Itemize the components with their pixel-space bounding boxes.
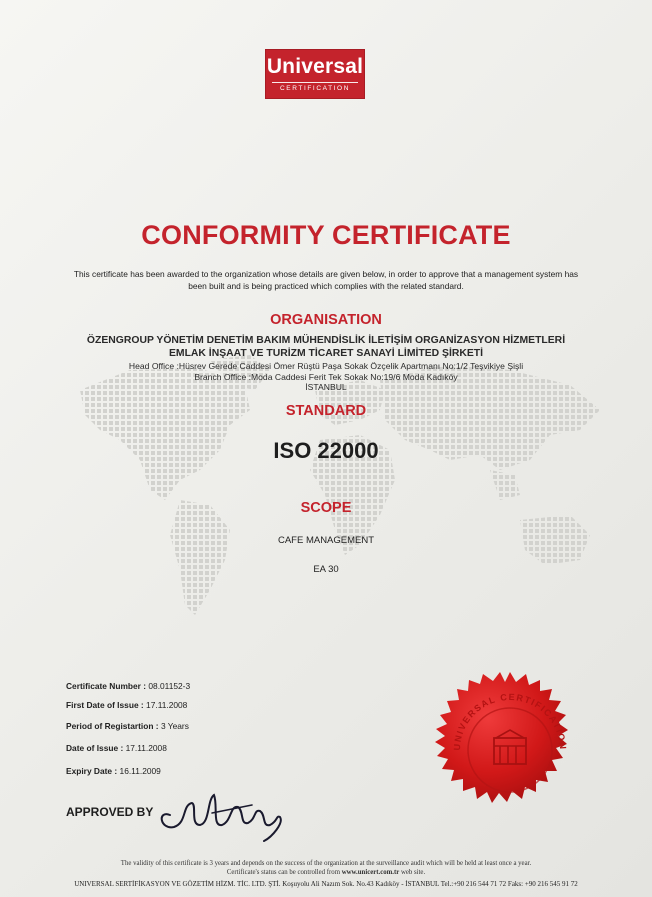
office-addresses (0, 361, 652, 393)
standard-heading: STANDARD (285, 403, 367, 419)
period-label: Period of Registartion : (66, 721, 159, 731)
logo-sub-text: CERTIFICATION (279, 85, 351, 92)
scope-value: CAFE MANAGEMENT (277, 535, 375, 546)
first-issue-value: 17.11.2008 (146, 700, 188, 710)
approved-by-label: APPROVED BY (66, 805, 154, 819)
validity-footnote (0, 859, 652, 877)
certificate-number-value: 08.01152-3 (148, 681, 191, 691)
expiry-date-row (66, 766, 161, 776)
standard-value: ISO 22000 (273, 438, 379, 463)
first-issue-row (66, 700, 187, 710)
website-link[interactable]: www.unicert.com.tr (341, 869, 400, 876)
validity-line-2 (0, 868, 652, 877)
universal-certification-logo (266, 50, 364, 98)
issue-date-value: 17.11.2008 (125, 743, 167, 753)
issue-date-row (66, 743, 167, 753)
logo-main-text: Universal (266, 55, 364, 78)
validity-line-1: The validity of this certificate is 3 years and depends on the success of the organization at the surveillance audit which will be held at least once a year. (120, 860, 532, 867)
official-seal (430, 670, 590, 830)
scope-heading: SCOPE (300, 500, 352, 516)
intro-text (46, 269, 606, 292)
organisation-name (0, 334, 652, 360)
certificate-number-row (66, 681, 190, 691)
expiry-date-value: 16.11.2009 (119, 766, 161, 776)
branch-office: Branch Office :Moda Caddesi Ferit Tek Sokak No:19/6 Moda Kadıköy (194, 371, 458, 382)
validity-line-2-prefix: Certificate's status can be controlled from (226, 869, 340, 876)
ea-code: EA 30 (313, 564, 339, 575)
company-footer: UNIVERSAL SERTİFİKASYON VE GÖZETİM HİZM. TİC. LTD. ŞTİ. Koşuyolu Ali Nazım Sok. No.43 Kadıköy - İSTANBUL Tel.:+90 216 544 71 72 Faks: +90 216 545 91 72 (74, 880, 578, 888)
certificate-title: CONFORMITY CERTIFICATE (141, 220, 511, 250)
organisation-name-line-1: ÖZENGROUP YÖNETİM DENETİM BAKIM MÜHENDİSLİK İLETİŞİM ORGANİZASYON HİZMETLERİ (86, 335, 566, 346)
city: İSTANBUL (305, 382, 347, 392)
first-issue-label: First Date of Issue : (66, 700, 144, 710)
issue-date-label: Date of Issue : (66, 743, 124, 753)
certificate-number-label: Certificate Number : (66, 681, 147, 691)
period-row (66, 721, 189, 731)
signature (152, 775, 292, 845)
expiry-date-label: Expiry Date : (66, 766, 118, 776)
head-office: Head Office :Hüsrev Gerede Caddesi Ömer Rüştü Paşa Sokak Özçelik Apartmanı No:1/2 Teşvikiye Şişli (128, 361, 524, 371)
organisation-name-line-2: EMLAK İNŞAAT VE TURİZM TİCARET SANAYİ LİMİTED ŞİRKETİ (168, 348, 484, 359)
intro-line-1: This certificate has been awarded to the organization whose details are given below, in order to approve that a management system has (73, 269, 579, 279)
validity-line-2-suffix: web site. (400, 869, 426, 876)
organisation-heading: ORGANISATION (270, 312, 382, 328)
period-value: 3 Years (160, 721, 189, 731)
seal-text: UNIVERSAL CERTIFICATION (451, 691, 569, 751)
intro-line-2: been built and is being practiced which complies with the related standard. (188, 280, 464, 291)
